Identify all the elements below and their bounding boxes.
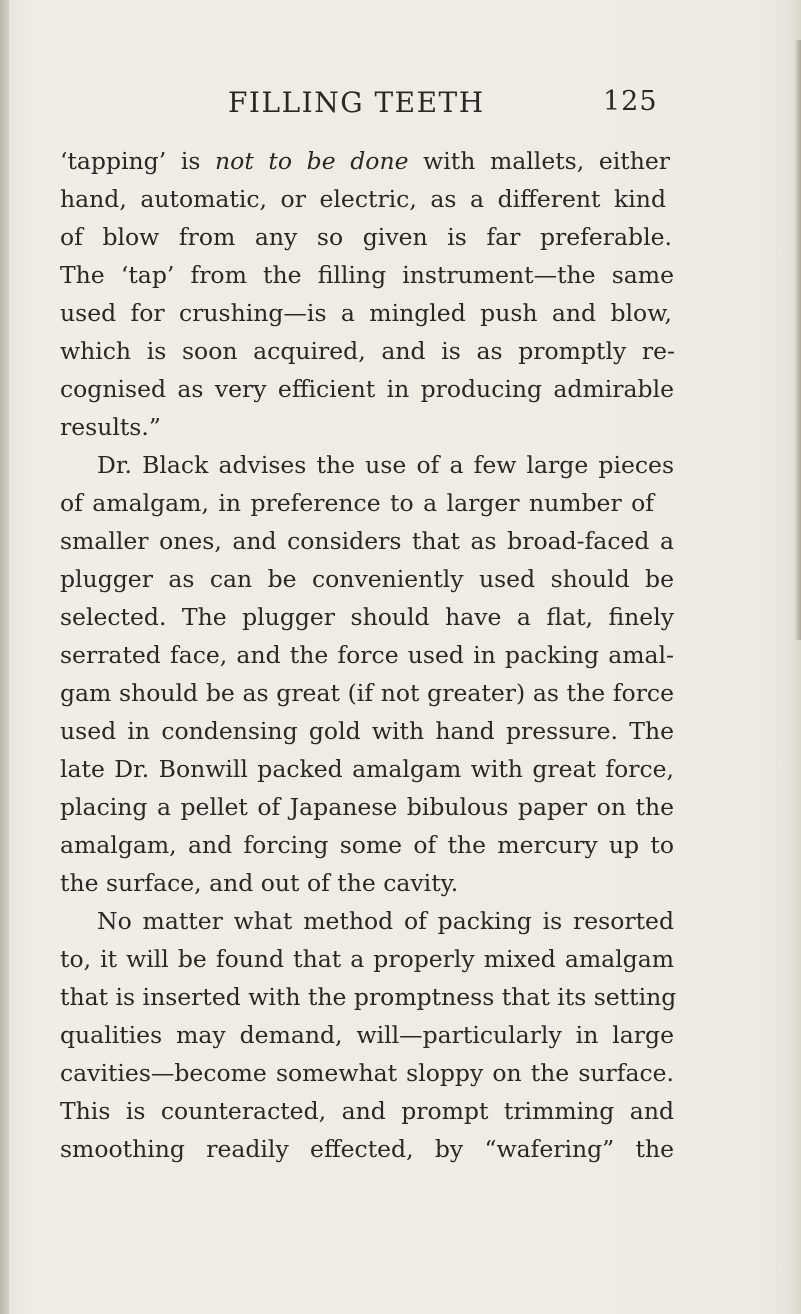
text-line: used for crushing—is a mingled push and blow, — [60, 299, 672, 327]
text-line: plugger as can be conveniently used should be — [60, 565, 674, 593]
text-line: qualities may demand, will—particularly in large — [60, 1021, 674, 1049]
running-title: FILLING TEETH — [228, 86, 485, 119]
text-line: gam should be as great (if not greater) as the force — [60, 679, 674, 707]
page-header — [0, 86, 801, 126]
text-line: that is inserted with the promptness that its setting — [60, 983, 677, 1011]
text-line: selected. The plugger should have a flat, finely — [60, 603, 674, 631]
text-line: No matter what method of packing is resorted — [97, 907, 674, 935]
text-line: of amalgam, in preference to a larger number of — [60, 489, 654, 517]
text-line: cognised as very efficient in producing admirable — [60, 375, 674, 403]
text-line: serrated face, and the force used in packing amal- — [60, 641, 674, 669]
text-line: cavities—become somewhat sloppy on the surface. — [60, 1059, 674, 1087]
text-line: The ‘tap’ from the filling instrument—the same — [60, 261, 674, 289]
text-line: smoothing readily effected, by “wafering” the — [60, 1135, 674, 1163]
text-line: amalgam, and forcing some of the mercury up to — [60, 831, 674, 859]
page-right-edge — [795, 40, 801, 640]
italic-emphasis: not to be done — [215, 147, 409, 175]
text-line: the surface, and out of the cavity. — [60, 869, 459, 897]
text-line: hand, automatic, or electric, as a different kind — [60, 185, 666, 213]
text-line: Dr. Black advises the use of a few large pieces — [97, 451, 674, 479]
text-line: ‘tapping’ is not to be done with mallets, either — [60, 147, 670, 175]
text-line: smaller ones, and considers that as broad-faced a — [60, 527, 674, 555]
page-number: 125 — [603, 86, 658, 117]
text-line: late Dr. Bonwill packed amalgam with great force, — [60, 755, 674, 783]
text-line: which is soon acquired, and is as promptly re- — [60, 337, 675, 365]
text-line: placing a pellet of Japanese bibulous paper on the — [60, 793, 674, 821]
page-binding-edge — [0, 0, 9, 1314]
text-line: used in condensing gold with hand pressure. The — [60, 717, 674, 745]
text-line: to, it will be found that a properly mixed amalgam — [60, 945, 674, 973]
text-line: results.” — [60, 413, 161, 441]
text-line: of blow from any so given is far preferable. — [60, 223, 672, 251]
text-line: This is counteracted, and prompt trimming and — [60, 1097, 674, 1125]
